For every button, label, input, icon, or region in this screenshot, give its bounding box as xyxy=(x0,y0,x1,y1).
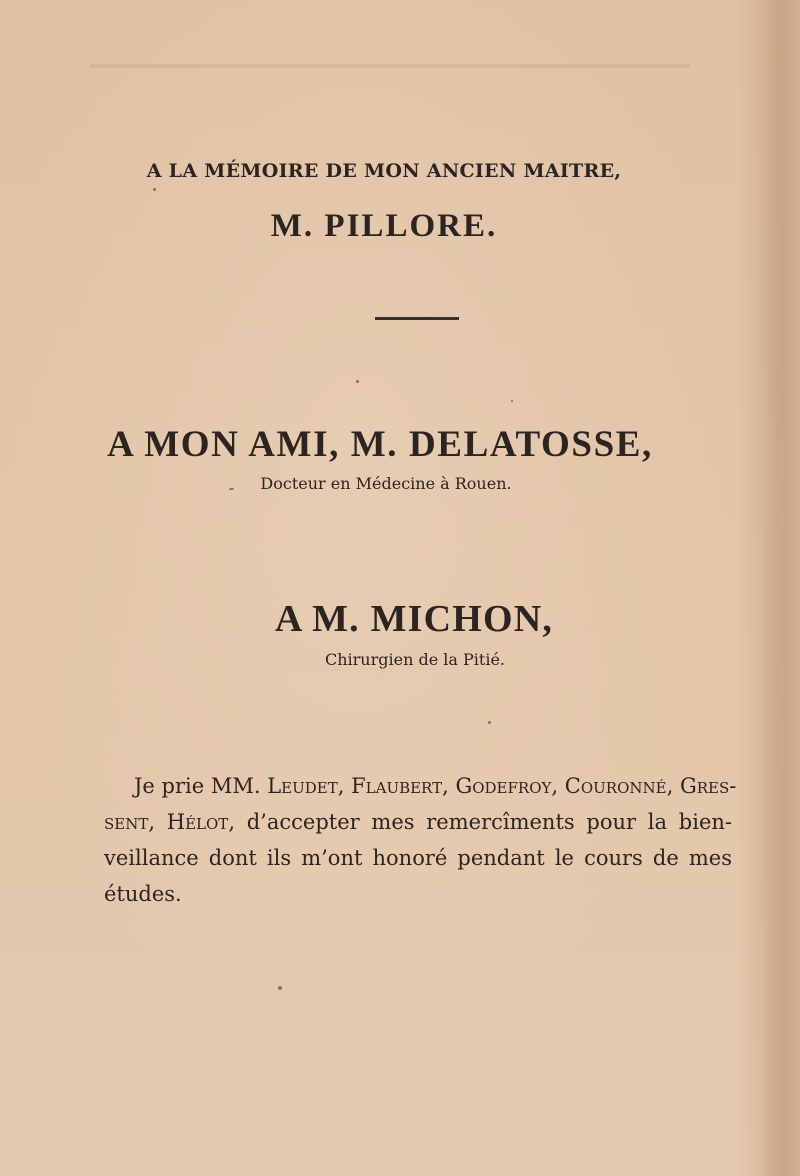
name-gressent-part2: sent xyxy=(104,810,149,834)
acknowledgment-prefix: Je prie MM. xyxy=(134,774,268,798)
separator: , xyxy=(551,774,565,798)
dedication-name-pillore: M. PILLORE. xyxy=(270,208,498,244)
name-godefroy: Godefroy xyxy=(455,774,552,798)
acknowledgment-line-3: veillance dont ils m’ont honoré pendant le cours de mes xyxy=(104,846,732,870)
acknowledgment-paragraph xyxy=(104,768,737,912)
bleed-through-rule xyxy=(90,64,690,68)
paper-speck xyxy=(278,986,282,990)
paper-speck xyxy=(153,188,156,191)
paper-speck xyxy=(229,488,234,490)
paper-speck xyxy=(511,400,513,402)
acknowledgment-line-1 xyxy=(104,768,737,804)
separator: , xyxy=(666,774,680,798)
dedication-name-michon: A M. MICHON, xyxy=(274,598,554,640)
dedication-name-delatosse: A MON AMI, M. DELATOSSE, xyxy=(107,424,653,465)
name-flaubert: Flaubert xyxy=(351,774,443,798)
name-gressent-part1: Gres- xyxy=(679,774,737,798)
divider-rule xyxy=(375,317,459,320)
acknowledgment-line-4: études. xyxy=(104,882,182,906)
name-couronne: Couronné xyxy=(564,774,667,798)
name-leudet: Leudet xyxy=(267,774,338,798)
separator: , xyxy=(442,774,456,798)
acknowledgment-line-2 xyxy=(104,804,732,840)
separator: , xyxy=(337,774,352,798)
name-helot: Hélot xyxy=(166,810,229,834)
separator: , xyxy=(148,810,167,834)
paper-speck xyxy=(356,380,359,383)
dedication-subtitle-delatosse: Docteur en Médecine à Rouen. xyxy=(260,474,512,493)
dedication-subtitle-michon: Chirurgien de la Pitié. xyxy=(324,650,505,669)
dedication-heading-pillore: A LA MÉMOIRE DE MON ANCIEN MAITRE, xyxy=(146,160,622,182)
acknowledgment-line-2-text: , d’accepter mes remercîments pour la bien- xyxy=(228,810,732,834)
paper-speck xyxy=(488,721,491,724)
